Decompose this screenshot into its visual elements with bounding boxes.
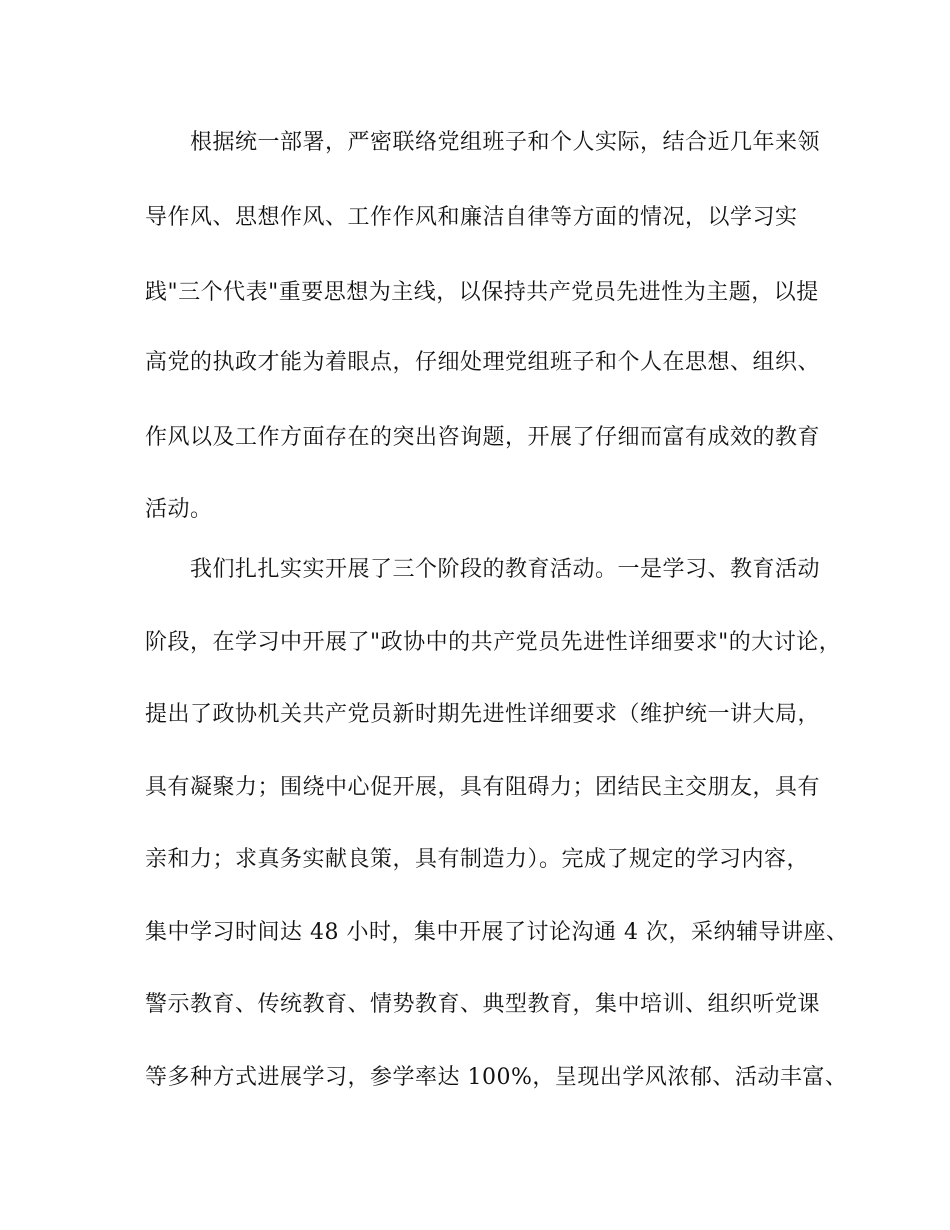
paragraph-2-line-1: 我们扎扎实实开展了三个阶段的教育活动。一是学习、教育活动 xyxy=(190,557,821,582)
paragraph-2-line-3: 提出了政协机关共产党员新时期先进性详细要求（维护统一讲大局， xyxy=(145,702,821,727)
paragraph-1-line-5: 作风以及工作方面存在的突出咨询题，开展了仔细而富有成效的教育 xyxy=(145,425,821,450)
paragraph-1-line-3: 践"三个代表"重要思想为主线，以保持共产党员先进性为主题，以提 xyxy=(145,280,819,305)
paragraph-1-line-1: 根据统一部署，严密联络党组班子和个人实际，结合近几年来领 xyxy=(190,130,821,155)
paragraph-2-line-6: 集中学习时间达 48 小时，集中开展了讨论沟通 4 次，采纳辅导讲座、 xyxy=(145,920,849,945)
paragraph-1-line-4: 高党的执政才能为着眼点，仔细处理党组班子和个人在思想、组织、 xyxy=(145,350,821,375)
paragraph-1-line-2: 导作风、思想作风、工作作风和廉洁自律等方面的情况，以学习实 xyxy=(145,205,798,230)
paragraph-2-line-2: 阶段，在学习中开展了"政协中的共产党员先进性详细要求"的大讨论， xyxy=(145,630,842,655)
paragraph-1-line-6: 活动。 xyxy=(145,497,213,522)
paragraph-2-line-5: 亲和力；求真务实献良策，具有制造力）。完成了规定的学习内容， xyxy=(145,847,810,872)
paragraph-2-line-7: 警示教育、传统教育、情势教育、典型教育，集中培训、组织听党课 xyxy=(145,992,821,1017)
paragraph-2-line-8: 等多种方式进展学习，参学率达 100%，呈现出学风浓郁、活动丰富、 xyxy=(145,1065,848,1090)
paragraph-2-line-4: 具有凝聚力；围绕中心促开展，具有阻碍力；团结民主交朋友，具有 xyxy=(145,775,821,800)
